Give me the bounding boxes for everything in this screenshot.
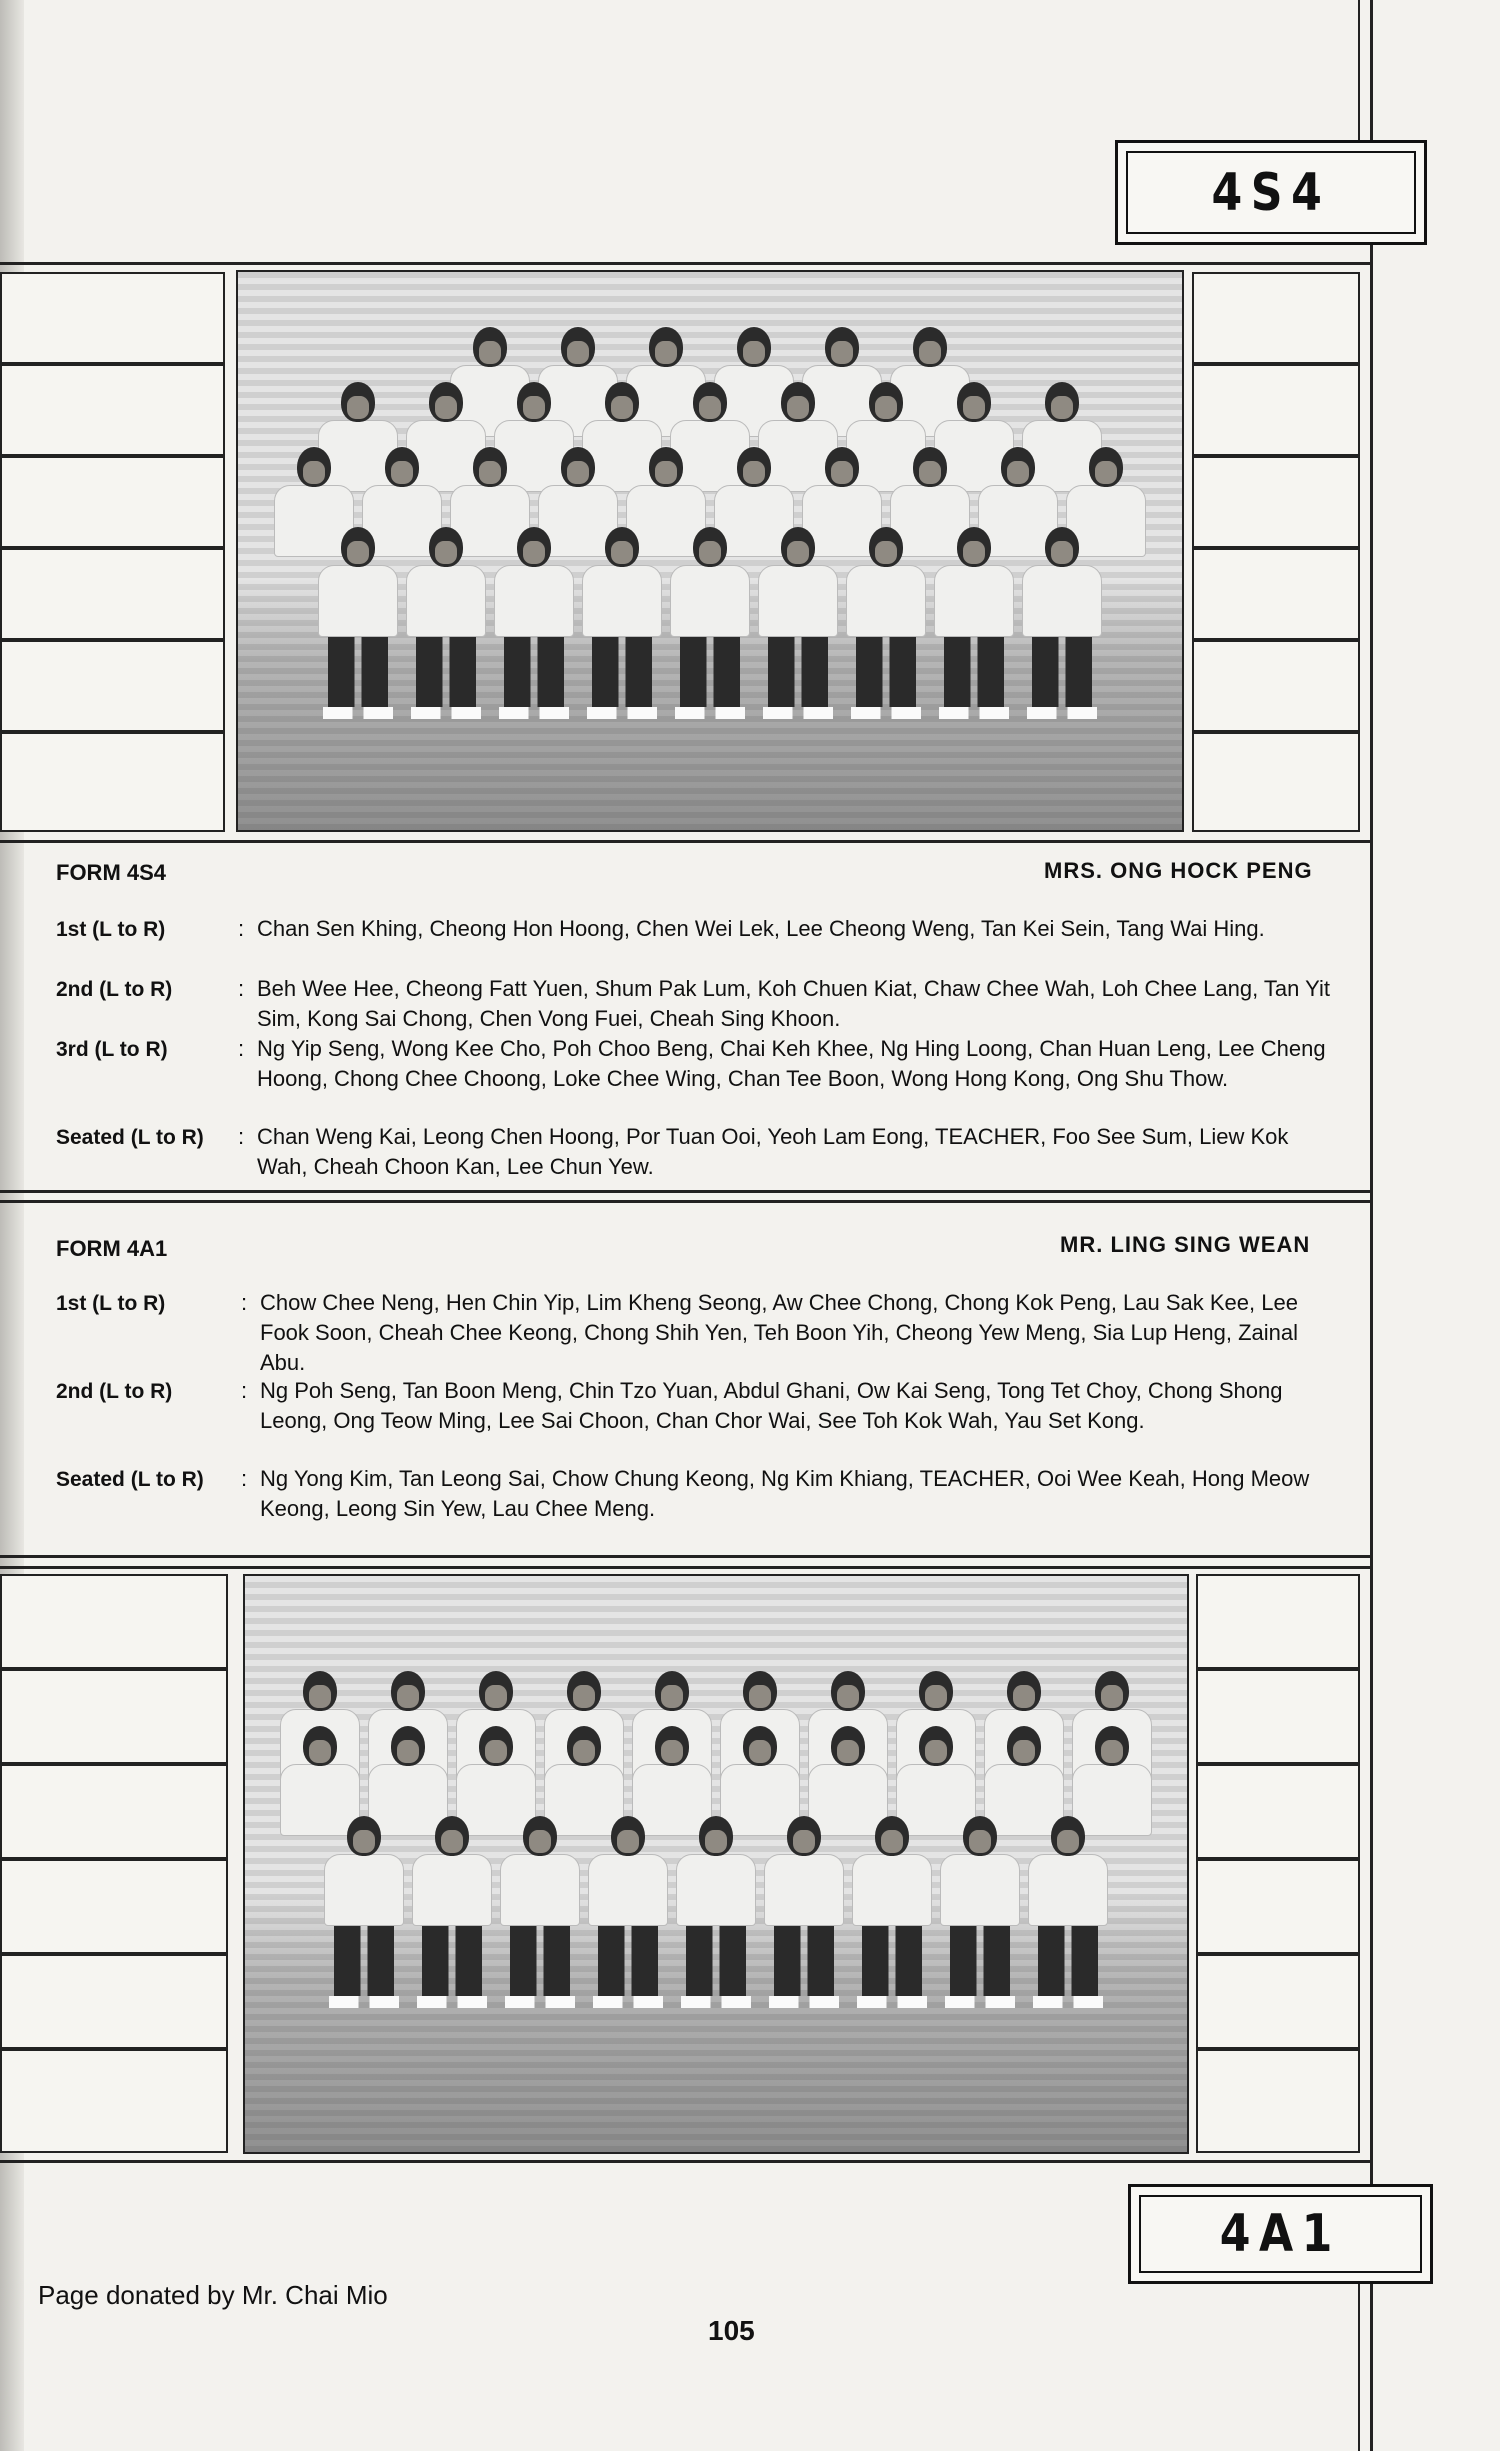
right-frame-cell <box>1196 1764 1360 1859</box>
seated-figure <box>406 527 486 719</box>
left-frame-cell <box>0 1764 228 1859</box>
bottom-band-top-line <box>0 1566 1372 1569</box>
row-colon: : <box>241 1290 248 1315</box>
seated-figure <box>764 1816 844 2008</box>
bottom-band-bottom-line <box>0 2160 1372 2163</box>
row-names: Beh Wee Hee, Cheong Fatt Yuen, Shum Pak Lum, Koh Chuen Kiat, Chaw Chee Wah, Loh Chee Lang, Tan Yit Sim, Kong Sai Chong, Chen Vong Fuei, Cheah Sing Khoon. <box>257 976 1330 1031</box>
row-colon: : <box>238 1036 245 1061</box>
row-colon: : <box>241 1466 248 1491</box>
right-frame-cell <box>1196 2049 1360 2153</box>
right-frame-cell <box>1192 548 1360 640</box>
photo-row-seated <box>238 527 1182 719</box>
left-frame-cell <box>0 2049 228 2153</box>
right-frame-cell <box>1192 456 1360 548</box>
row-names: Chan Sen Khing, Cheong Hon Hoong, Chen Wei Lek, Lee Cheong Weng, Tan Kei Sein, Tang Wai Hing. <box>257 916 1265 941</box>
left-frame-cell <box>0 1669 228 1764</box>
frame-line-right-inner <box>1358 0 1360 150</box>
row-label: 2nd (L to R) <box>56 1380 173 1403</box>
form-title-4s4: FORM 4S4 <box>56 860 167 885</box>
left-frame-cell <box>0 1954 228 2049</box>
right-frame-cell <box>1196 1954 1360 2049</box>
right-frame-cell <box>1192 272 1360 364</box>
class-badge-4s4-label: 4S4 <box>1211 162 1331 223</box>
row-names: Ng Yip Seng, Wong Kee Cho, Poh Choo Beng, Chai Keh Khee, Ng Hing Loong, Chan Huan Leng, Lee Cheng Hoong, Chong Chee Choong, Loke Chee Wing, Chan Tee Boon, Wong Hong Kong, Ong Shu Thow. <box>257 1036 1326 1091</box>
row-colon: : <box>238 976 245 1001</box>
right-frame-cell <box>1192 364 1360 456</box>
seated-figure <box>934 527 1014 719</box>
left-frame-cell <box>0 732 225 832</box>
seated-figure <box>670 527 750 719</box>
row-names: Chan Weng Kai, Leong Chen Hoong, Por Tuan Ooi, Yeoh Lam Eong, TEACHER, Foo See Sum, Liew Kok Wah, Cheah Choon Kan, Lee Chun Yew. <box>257 1124 1289 1179</box>
left-frame-cell <box>0 1574 228 1669</box>
top-band-top-line <box>0 262 1372 265</box>
seated-figure <box>494 527 574 719</box>
row-label: 3rd (L to R) <box>56 1038 168 1061</box>
row-label: Seated (L to R) <box>56 1126 204 1149</box>
page-number: 105 <box>708 2315 755 2346</box>
row-names: Chow Chee Neng, Hen Chin Yip, Lim Kheng Seong, Aw Chee Chong, Chong Kok Peng, Lau Sak Kee, Lee Fook Soon, Cheah Chee Keong, Chong Shih Yen, Teh Boon Yih, Cheong Yew Meng, Sia Lup Heng, Zainal Abu. <box>260 1290 1299 1375</box>
photo-row-seated <box>245 1816 1187 2008</box>
row-colon: : <box>238 916 245 941</box>
row-colon: : <box>241 1378 248 1403</box>
class-badge-4a1 <box>1128 2184 1433 2284</box>
seated-figure <box>846 527 926 719</box>
seated-figure <box>318 527 398 719</box>
left-frame-cell <box>0 640 225 732</box>
form-title-4a1: FORM 4A1 <box>56 1236 168 1261</box>
seated-figure <box>852 1816 932 2008</box>
class-badge-4a1-label: 4A1 <box>1219 2204 1342 2264</box>
row-label: Seated (L to R) <box>56 1468 204 1491</box>
row-names: Ng Yong Kim, Tan Leong Sai, Chow Chung Keong, Ng Kim Khiang, TEACHER, Ooi Wee Keah, Hong Meow Keong, Leong Sin Yew, Lau Chee Meng. <box>260 1466 1310 1521</box>
seated-figure <box>588 1816 668 2008</box>
class-badge-4s4 <box>1115 140 1427 245</box>
left-frame-cell <box>0 272 225 364</box>
seated-figure <box>324 1816 404 2008</box>
seated-figure <box>500 1816 580 2008</box>
row-names: Ng Poh Seng, Tan Boon Meng, Chin Tzo Yuan, Abdul Ghani, Ow Kai Seng, Tong Tet Choy, Chong Shong Leong, Ong Teow Ming, Lee Sai Choon, Chan Chor Wai, See Toh Kok Wah, Yau Set Kong. <box>260 1378 1283 1433</box>
left-frame-cell <box>0 456 225 548</box>
page-donation-note: Page donated by Mr. Chai Mio <box>38 2280 388 2310</box>
right-frame-cell <box>1192 640 1360 732</box>
teacher-name-4s4: MRS. ONG HOCK PENG <box>1044 858 1313 883</box>
seated-figure <box>676 1816 756 2008</box>
class-photo-4s4 <box>236 270 1184 832</box>
seated-figure <box>940 1816 1020 2008</box>
left-frame-cell <box>0 1859 228 1954</box>
teacher-name-4a1: MR. LING SING WEAN <box>1060 1232 1311 1257</box>
seated-figure <box>412 1816 492 2008</box>
right-frame-cell <box>1196 1859 1360 1954</box>
seated-figure <box>582 527 662 719</box>
left-frame-cell <box>0 364 225 456</box>
row-label: 2nd (L to R) <box>56 978 173 1001</box>
seated-figure <box>1028 1816 1108 2008</box>
right-frame-cell <box>1196 1574 1360 1669</box>
right-frame-cell <box>1192 732 1360 832</box>
seated-figure <box>758 527 838 719</box>
left-frame-cell <box>0 548 225 640</box>
row-label: 1st (L to R) <box>56 1292 166 1315</box>
class-photo-4a1 <box>243 1574 1189 2154</box>
seated-figure <box>1022 527 1102 719</box>
row-colon: : <box>238 1124 245 1149</box>
row-label: 1st (L to R) <box>56 918 166 941</box>
right-frame-cell <box>1196 1669 1360 1764</box>
